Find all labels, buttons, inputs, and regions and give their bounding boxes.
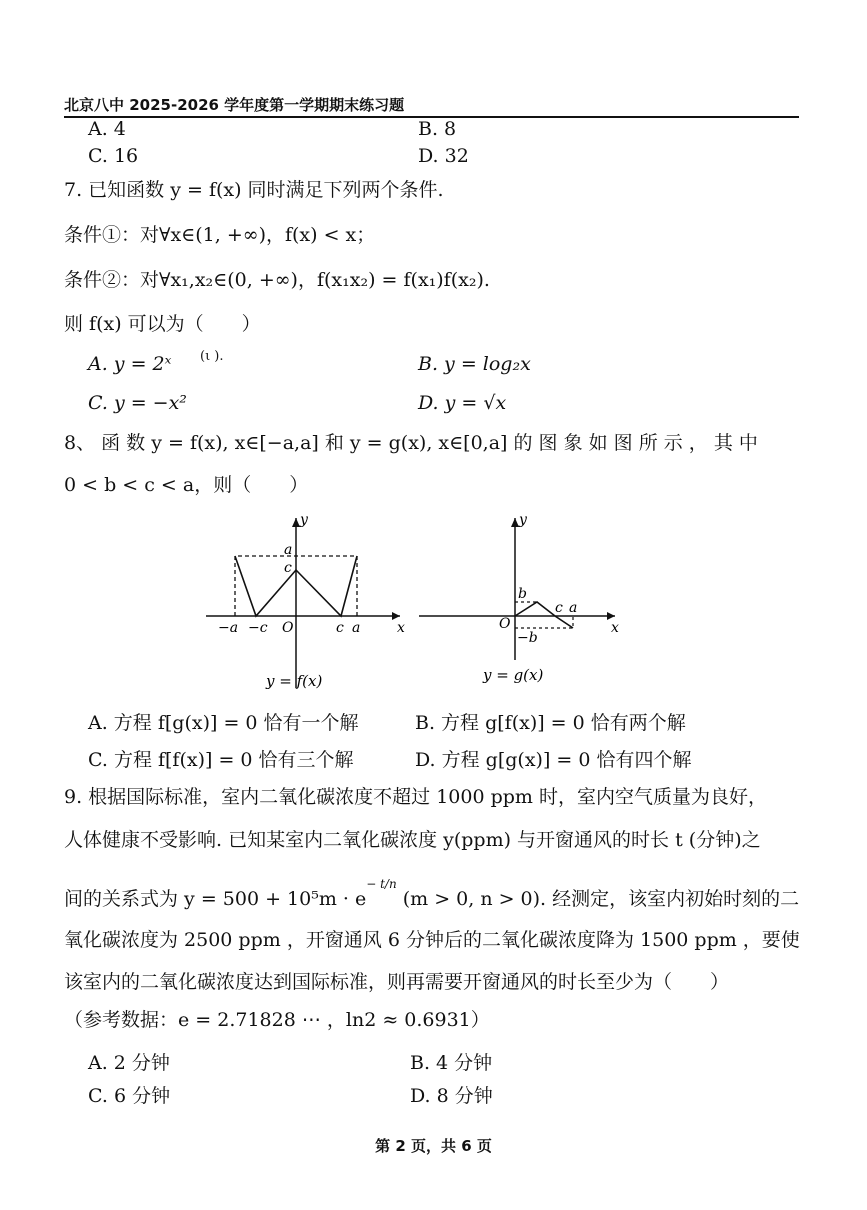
f-label-neg-c: −c xyxy=(248,620,268,636)
f-origin: O xyxy=(282,620,294,636)
q9-option-b: B. 4 分钟 xyxy=(410,1052,493,1074)
q8-option-c: C. 方程 f[f(x)] = 0 恰有三个解 xyxy=(88,749,354,771)
q8-option-b: B. 方程 g[f(x)] = 0 恰有两个解 xyxy=(415,712,686,734)
q9-formula-left: 间的关系式为 y = 500 + 10⁵m · e xyxy=(64,888,367,910)
q8-stem-line-1: 8、 函 数 y = f(x), x∈[−a,a] 和 y = g(x), x∈[0,a] 的 图 象 如 图 所 示 ， 其 中 xyxy=(64,432,758,454)
q7-option-d: D. y = √x xyxy=(418,392,507,414)
figure-f-graph xyxy=(200,510,410,695)
q9-formula-right: (m > 0, n > 0). 经测定，该室内初始时刻的二 xyxy=(396,888,800,910)
q6-option-b: B. 8 xyxy=(418,118,457,140)
g-y-label: y xyxy=(519,512,527,528)
q9-line-2: 人体健康不受影响. 已知某室内二氧化碳浓度 y(ppm) 与开窗通风的时长 t (分钟)之 xyxy=(64,829,761,851)
g-caption: y = g(x) xyxy=(483,666,544,684)
f-label-c-top: c xyxy=(284,560,292,576)
x-axis-arrow xyxy=(607,612,615,620)
q9-option-c: C. 6 分钟 xyxy=(88,1085,171,1107)
q9-line-5: 该室内的二氧化碳浓度达到国际标准，则再需要开窗通风的时长至少为（ ） xyxy=(64,971,730,993)
q9-exponent: − t/n xyxy=(366,876,397,891)
g-label-a: a xyxy=(569,600,578,616)
f-caption: y = f(x) xyxy=(266,672,323,690)
q9-option-d: D. 8 分钟 xyxy=(410,1085,493,1107)
page-footer: 第 2 页，共 6 页 xyxy=(375,1137,492,1155)
q7-stem: 7. 已知函数 y = f(x) 同时满足下列两个条件. xyxy=(64,179,444,201)
q7-option-c: C. y = −x² xyxy=(88,392,187,414)
q9-option-a: A. 2 分钟 xyxy=(88,1052,170,1074)
q7-condition-2: 条件②：对∀x₁,x₂∈(0, +∞)，f(x₁x₂) = f(x₁)f(x₂). xyxy=(64,269,490,291)
q7-condition-1: 条件①：对∀x∈(1, +∞)，f(x) < x； xyxy=(64,224,376,246)
q9-reference-data: （参考数据：e = 2.71828 ⋯ ，ln2 ≈ 0.6931） xyxy=(64,1009,490,1031)
g-label-neg-b: −b xyxy=(517,630,538,646)
g-origin: O xyxy=(499,616,511,632)
q7-question: 则 f(x) 可以为（ ） xyxy=(64,313,261,335)
f-label-c: c xyxy=(336,620,344,636)
x-axis-arrow xyxy=(392,612,400,620)
y-axis-arrow xyxy=(511,518,519,527)
page-header: 北京八中 2025-2026 学年度第一学期期末练习题 xyxy=(64,96,405,114)
q8-option-d: D. 方程 g[g(x)] = 0 恰有四个解 xyxy=(415,749,692,771)
q7-option-a: A. y = 2ˣ xyxy=(88,353,172,375)
g-curve xyxy=(515,602,573,628)
q6-option-d: D. 32 xyxy=(418,145,469,167)
f-x-label: x xyxy=(397,620,405,636)
q7-option-b: B. y = log₂x xyxy=(418,353,531,375)
g-label-c: c xyxy=(555,600,563,616)
f-label-a: a xyxy=(352,620,361,636)
q6-option-c: C. 16 xyxy=(88,145,139,167)
q6-option-a: A. 4 xyxy=(88,118,126,140)
y-axis-arrow xyxy=(292,518,300,527)
g-label-b: b xyxy=(518,586,527,602)
figure-g-graph xyxy=(415,510,625,690)
g-x-label: x xyxy=(611,620,619,636)
q7-handwritten-note: (ι ). xyxy=(200,349,224,364)
q8-option-a: A. 方程 f[g(x)] = 0 恰有一个解 xyxy=(88,712,359,734)
f-label-neg-a: −a xyxy=(218,620,239,636)
q9-line-3 xyxy=(64,876,800,911)
q9-line-4: 氧化碳浓度为 2500 ppm ，开窗通风 6 分钟后的二氧化碳浓度降为 1500 ppm ，要使 xyxy=(64,929,800,951)
q9-line-1: 9. 根据国际标准，室内二氧化碳浓度不超过 1000 ppm 时，室内空气质量为良好， xyxy=(64,786,767,808)
q8-stem-line-2: 0 < b < c < a，则（ ） xyxy=(64,474,309,496)
f-y-label: y xyxy=(300,512,308,528)
f-label-a-top: a xyxy=(284,542,293,558)
